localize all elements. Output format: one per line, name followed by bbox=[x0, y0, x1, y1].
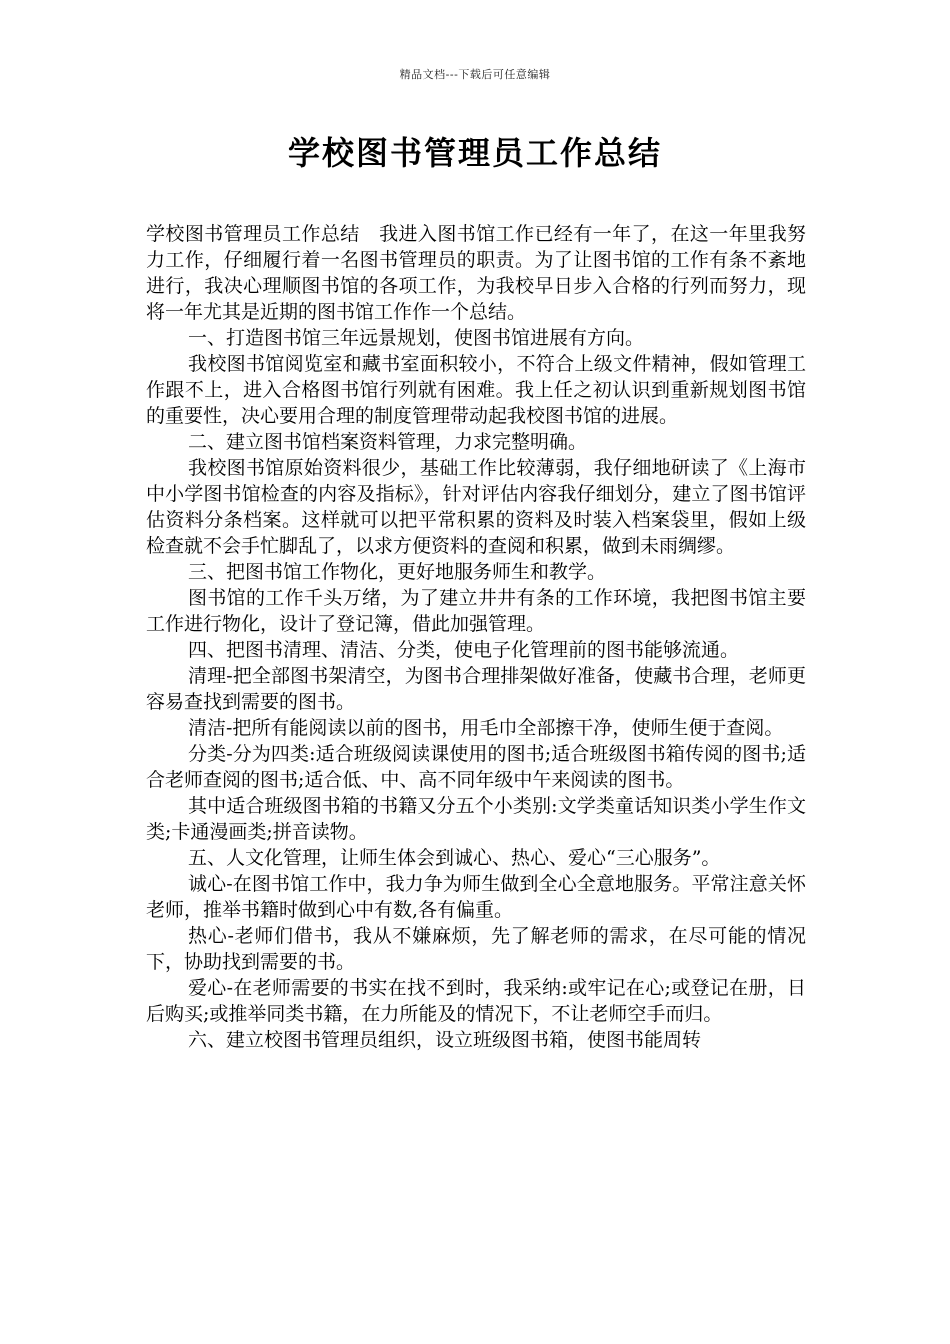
section-heading-2: 二、建立图书馆档案资料管理，力求完整明确。 bbox=[188, 431, 588, 453]
paragraph: 分类-分为四类:适合班级阅读课使用的图书;适合班级图书箱传阅的图书;适合老师查阅的图书;适合低、中、高不同年级中午来阅读的图书。 bbox=[146, 743, 806, 791]
section-heading-4: 四、把图书清理、清洁、分类，使电子化管理前的图书能够流通。 bbox=[188, 639, 740, 661]
paragraph: 其中适合班级图书箱的书籍又分五个小类别:文学类童话知识类小学生作文类;卡通漫画类;拼音读物。 bbox=[146, 795, 806, 843]
paragraph: 清洁-把所有能阅读以前的图书，用毛巾全部擦干净，使师生便于查阅。 bbox=[188, 717, 784, 739]
paragraph: 爱心-在老师需要的书实在找不到时，我采纳:或牢记在心;或登记在册，日后购买;或推举同类书籍，在力所能及的情况下，不让老师空手而归。 bbox=[146, 977, 806, 1025]
paragraph: 清理-把全部图书架清空，为图书合理排架做好准备，使藏书合理，老师更容易查找到需要的图书。 bbox=[146, 665, 806, 713]
paragraph: 图书馆的工作千头万绪，为了建立井井有条的工作环境，我把图书馆主要工作进行物化，设计了登记簿，借此加强管理。 bbox=[146, 587, 806, 635]
paragraph: 我校图书馆阅览室和藏书室面积较小，不符合上级文件精神，假如管理工作跟不上，进入合格图书馆行列就有困难。我上任之初认识到重新规划图书馆的重要性，决心要用合理的制度管理带动起我校图书馆的进展。 bbox=[146, 353, 806, 427]
document-title: 学校图书管理员工作总结 bbox=[287, 134, 662, 172]
document-body bbox=[146, 221, 806, 1053]
paragraph: 诚心-在图书馆工作中，我力争为师生做到全心全意地服务。平常注意关怀老师，推举书籍时做到心中有数,各有偏重。 bbox=[146, 873, 806, 921]
paragraph-intro: 学校图书管理员工作总结 我进入图书馆工作已经有一年了，在这一年里我努力工作，仔细履行着一名图书管理员的职责。为了让图书馆的工作有条不紊地进行，我决心理顺图书馆的各项工作，为我校早日步入合格的行列而努力，现将一年尤其是近期的图书馆工作作一个总结。 bbox=[146, 223, 806, 323]
paragraph: 我校图书馆原始资料很少，基础工作比较薄弱，我仔细地研读了《上海市中小学图书馆检查的内容及指标》，针对评估内容我仔细划分，建立了图书馆评估资料分条档案。这样就可以把平常积累的资料及时装入档案袋里，假如上级检查就不会手忙脚乱了，以求方便资料的查阅和积累，做到未雨绸缪。 bbox=[146, 457, 806, 557]
paragraph: 热心-老师们借书，我从不嫌麻烦，先了解老师的需求，在尽可能的情况下，协助找到需要的书。 bbox=[146, 925, 806, 973]
section-heading-5: 五、人文化管理，让师生体会到诚心、热心、爱心“三心服务”。 bbox=[188, 847, 721, 869]
section-heading-6: 六、建立校图书管理员组织，设立班级图书箱，使图书能周转 bbox=[188, 1029, 702, 1051]
header-note: 精品文档---下载后可任意编辑 bbox=[399, 68, 551, 81]
section-heading-1: 一、打造图书馆三年远景规划，使图书馆进展有方向。 bbox=[188, 327, 645, 349]
section-heading-3: 三、把图书馆工作物化，更好地服务师生和教学。 bbox=[188, 561, 607, 583]
